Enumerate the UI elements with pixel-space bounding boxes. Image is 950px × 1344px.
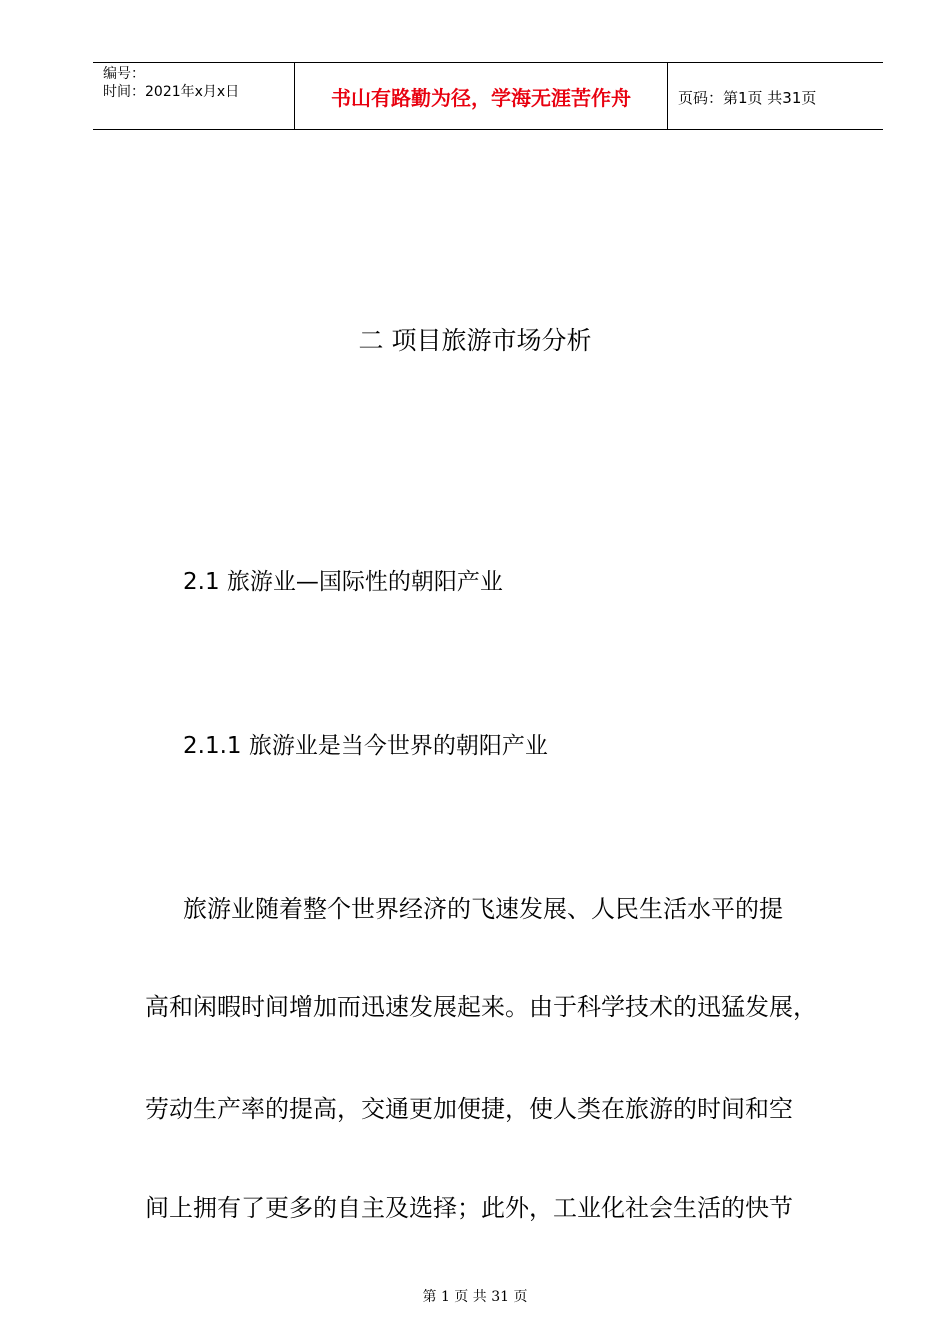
- header-motto: 书山有路勤为径，学海无涯苦作舟: [331, 86, 631, 110]
- header-page-info: 页码：第1页 共31页: [678, 89, 817, 107]
- document-time-label: 时间：2021年x月x日: [103, 84, 240, 100]
- header-meta-cell: [93, 63, 295, 129]
- chapter-title: 二 项目旅游市场分析: [358, 326, 592, 355]
- paragraph-line: 劳动生产率的提高，交通更加便捷，使人类在旅游的时间和空: [145, 1095, 793, 1123]
- paragraph-line: 高和闲暇时间增加而迅速发展起来。由于科学技术的迅猛发展，: [145, 993, 817, 1021]
- page-footer: 第 1 页 共 31 页: [422, 1289, 528, 1305]
- document-header: [93, 62, 883, 130]
- document-number-label: 编号：: [103, 66, 145, 82]
- paragraph-line: 间上拥有了更多的自主及选择；此外，工业化社会生活的快节: [145, 1194, 793, 1222]
- header-page-cell: [668, 63, 883, 129]
- header-motto-cell: [295, 63, 668, 129]
- section-heading-2-1: 2.1 旅游业—国际性的朝阳产业: [183, 569, 503, 595]
- paragraph-line: 旅游业随着整个世界经济的飞速发展、人民生活水平的提: [183, 895, 783, 923]
- section-heading-2-1-1: 2.1.1 旅游业是当今世界的朝阳产业: [183, 733, 548, 759]
